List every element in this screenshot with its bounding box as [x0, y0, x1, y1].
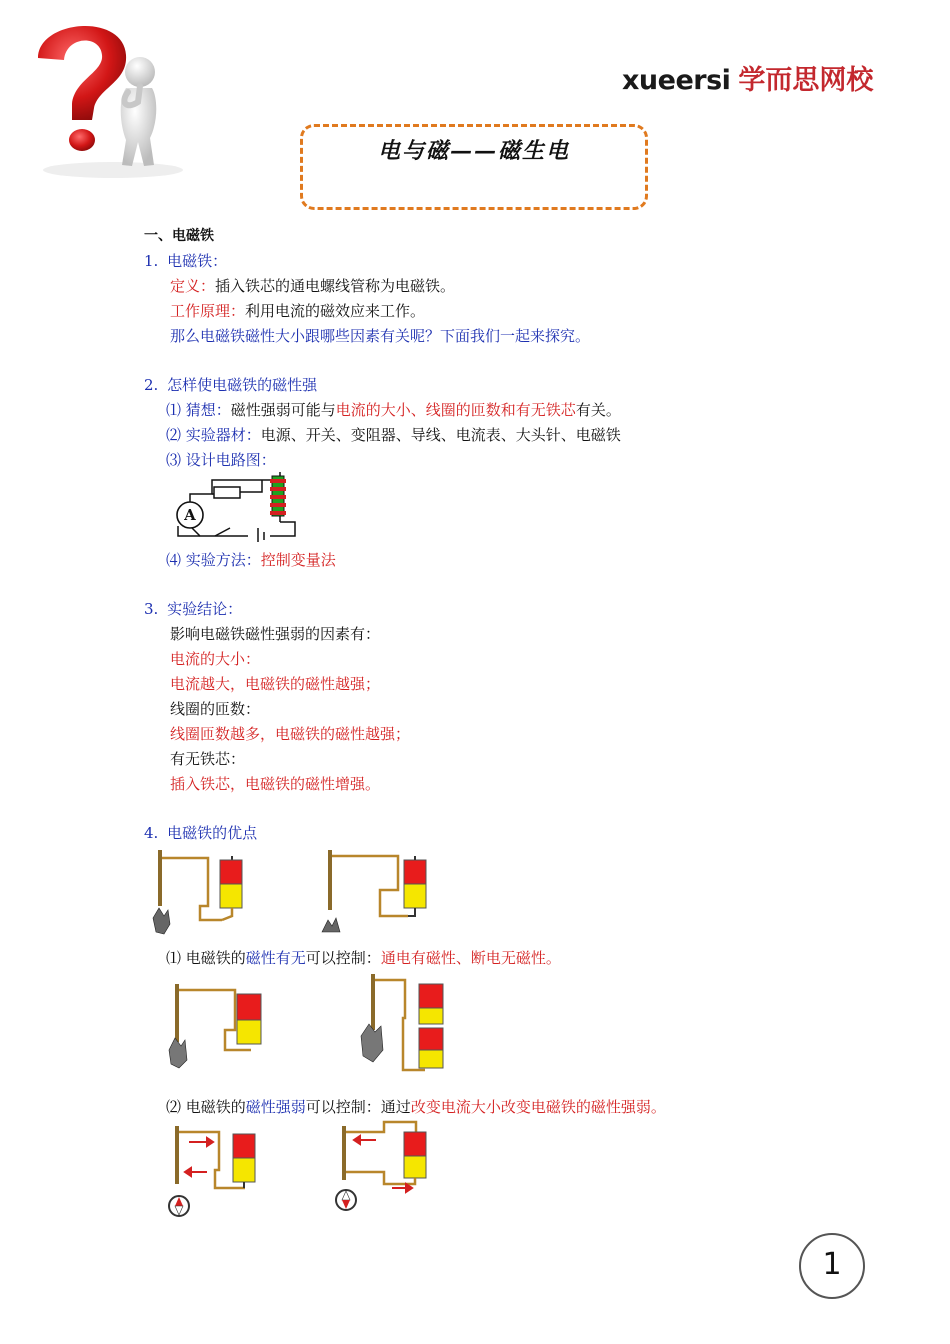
item1-heading [144, 251, 227, 271]
equipment-line [166, 425, 621, 445]
electromagnet-illustration [165, 1122, 265, 1222]
section-heading: 一、电磁铁 [144, 228, 214, 244]
adv1-result: 通电有磁性、断电无磁性。 [380, 949, 561, 967]
conclusion-line: 线圈匝数越多，电磁铁的磁性越强； [170, 725, 411, 743]
advantage-2 [166, 1097, 666, 1117]
brand-logo [622, 58, 873, 97]
principle-text: 利用电流的磁效应来工作。 [245, 302, 426, 320]
item2-heading [144, 375, 317, 395]
principle-label: 工作原理： [170, 302, 246, 320]
conclusion-line: 线圈的匝数： [170, 700, 261, 718]
adv1-mid: 可以控制： [305, 949, 381, 967]
logo-cjk: 学而思网校 [738, 65, 874, 96]
item1-label: 电磁铁： [167, 252, 228, 270]
item1-number: 1. [144, 252, 159, 270]
item4-heading [144, 823, 257, 843]
guess-post: 有关。 [575, 401, 621, 419]
adv1-pre: ⑴ 电磁铁的 [166, 949, 246, 967]
method-text: 控制变量法 [260, 551, 336, 569]
adv2-mid: 可以控制：通过 [305, 1098, 411, 1116]
conclusion-line: 插入铁芯，电磁铁的磁性增强。 [170, 775, 381, 793]
guess-pre: 磁性强弱可能与 [230, 401, 336, 419]
adv2-pre: ⑵ 电磁铁的 [166, 1098, 246, 1116]
page-number: 1 [799, 1233, 865, 1299]
question-mark-figure [28, 10, 188, 180]
question-line: 那么电磁铁磁性大小跟哪些因素有关呢？下面我们一起来探究。 [170, 327, 591, 345]
method-label: ⑷ 实验方法： [166, 551, 261, 569]
definition-text: 插入铁芯的通电螺线管称为电磁铁。 [215, 277, 456, 295]
item4-number: 4. [144, 824, 159, 842]
equipment-label: ⑵ 实验器材： [166, 426, 261, 444]
guess-label: ⑴ 猜想： [166, 401, 231, 419]
definition-label: 定义： [170, 277, 216, 295]
ammeter-symbol: A [184, 506, 196, 524]
electromagnet-illustration [150, 846, 250, 936]
guess-factors: 电流的大小、线圈的匝数和有无铁芯 [335, 401, 576, 419]
item2-number: 2. [144, 376, 159, 394]
definition-line [170, 276, 455, 296]
equipment-text: 电源、开关、变阻器、导线、电流表、大头针、电磁铁 [260, 426, 621, 444]
adv1-emphasis: 磁性有无 [245, 949, 306, 967]
conclusion-line: 电流的大小： [170, 650, 261, 668]
electromagnet-illustration [330, 1118, 430, 1218]
principle-line [170, 301, 425, 321]
method-line [166, 550, 336, 570]
conclusion-line: 影响电磁铁磁性强弱的因素有： [170, 625, 381, 643]
item3-heading [144, 599, 242, 619]
advantage-1 [166, 948, 561, 968]
electromagnet-illustration [165, 980, 270, 1070]
item2-label: 怎样使电磁铁的磁性强 [167, 376, 318, 394]
guess-line [166, 400, 621, 420]
circuit-label: ⑶ 设计电路图： [166, 451, 276, 469]
conclusion-line: 有无铁芯： [170, 750, 246, 768]
page-title: 电与磁——磁生电 [377, 138, 570, 164]
electromagnet-illustration [320, 846, 430, 936]
electromagnet-illustration [355, 970, 455, 1080]
item3-label: 实验结论： [167, 600, 243, 618]
item3-number: 3. [144, 600, 159, 618]
adv2-emphasis: 磁性强弱 [245, 1098, 306, 1116]
logo-latin: xueersi [622, 65, 731, 96]
conclusion-line: 电流越大，电磁铁的磁性越强； [170, 675, 381, 693]
item4-label: 电磁铁的优点 [167, 824, 258, 842]
adv2-method: 改变电流大小改变电磁铁的磁性强弱。 [410, 1098, 666, 1116]
